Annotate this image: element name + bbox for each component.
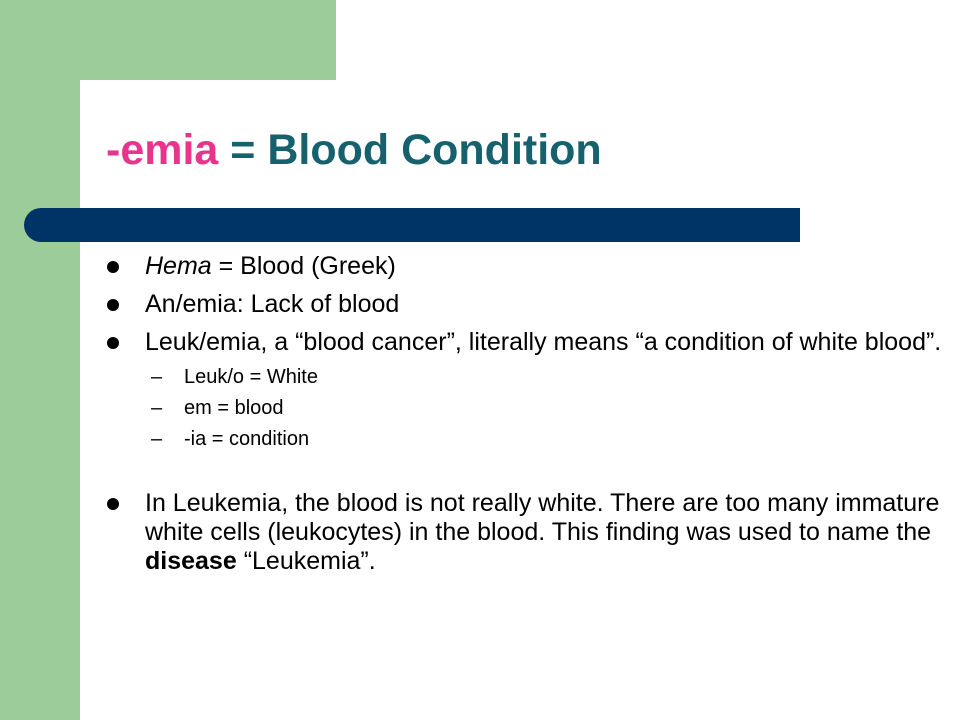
bullet-dot xyxy=(107,498,119,510)
sub-bullet-leuko-text: Leuk/o = White xyxy=(184,366,318,388)
top-accent-band xyxy=(0,0,336,80)
sub-bullet-em xyxy=(104,396,950,420)
slide-body xyxy=(104,250,950,576)
sub-bullet-ia-text: -ia = condition xyxy=(184,428,310,450)
bullet-anemia-text: An/emia: Lack of blood xyxy=(145,290,400,318)
bullet-dot xyxy=(107,337,119,349)
slide-title xyxy=(106,126,602,175)
bullet-explanation xyxy=(104,489,950,576)
dash-marker: – xyxy=(151,428,163,450)
explanation-text-end: “Leukemia”. xyxy=(236,547,376,575)
dash-marker: – xyxy=(151,397,163,419)
sub-bullet-em-text: em = blood xyxy=(184,397,284,419)
bullet-hema xyxy=(104,252,950,281)
bullet-dot xyxy=(107,261,119,273)
sub-bullet-leuko xyxy=(104,365,950,389)
bullet-hema-text: = Blood (Greek) xyxy=(211,252,396,280)
title-rest: = Blood Condition xyxy=(218,126,602,174)
bullet-hema-italic: Hema xyxy=(145,252,212,280)
bullet-leukemia xyxy=(104,328,950,357)
bullet-anemia xyxy=(104,290,950,319)
bullet-dot xyxy=(107,299,119,311)
explanation-bold-word: disease xyxy=(145,547,237,575)
dash-marker: – xyxy=(151,366,163,388)
bullet-leukemia-text: Leuk/emia, a “blood cancer”, literally means “a condition of white blood”. xyxy=(145,328,942,356)
sub-bullet-ia xyxy=(104,427,950,451)
left-accent-band xyxy=(0,0,80,720)
explanation-text: In Leukemia, the blood is not really white. There are too many immature white cells (leukocytes) in the blood. This finding was used to name the xyxy=(145,489,940,546)
title-accent: -emia xyxy=(106,126,219,174)
title-divider-bar xyxy=(24,208,800,242)
